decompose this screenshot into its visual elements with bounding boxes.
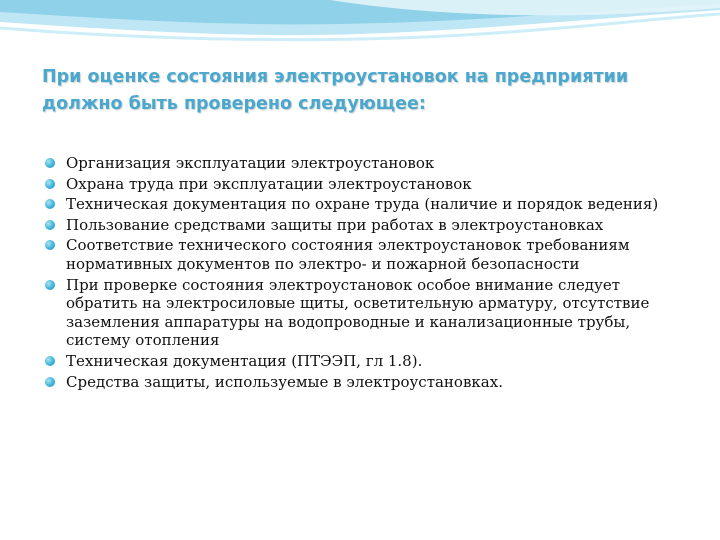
list-item — [44, 236, 694, 273]
bullet-icon — [45, 240, 55, 250]
slide-title-line: При оценке состояния электроустановок на предприятии — [42, 67, 629, 87]
header-wave-decoration — [0, 0, 720, 70]
list-item — [44, 352, 694, 371]
slide-title — [42, 64, 692, 118]
list-item — [44, 195, 694, 214]
list-item — [44, 216, 694, 235]
bullet-icon — [45, 356, 55, 366]
list-item-text: Средства защиты, используемые в электроустановках. — [66, 372, 503, 391]
bullet-icon — [45, 158, 55, 168]
list-item-text: Организация эксплуатации электроустановок — [66, 154, 435, 172]
list-item-text: При проверке состояния электроустановок особое внимание следует обратить на электросиловые щиты, осветительную арматуру, отсутствие заземления аппаратуры на водопроводные и канализационные трубы, систему отопления — [66, 275, 650, 350]
list-item — [44, 373, 694, 392]
bullet-icon — [45, 377, 55, 387]
list-item-text: Охрана труда при эксплуатации электроустановок — [66, 174, 472, 193]
list-item — [44, 276, 694, 350]
list-item-text: Техническая документация по охране труда (наличие и порядок ведения) — [66, 195, 659, 214]
bullet-icon — [45, 280, 55, 290]
list-item — [44, 175, 694, 194]
list-item-text: Соответствие технического состояния электроустановок требованиям нормативных документов по электро- и пожарной безопасности — [66, 236, 630, 273]
checklist — [44, 154, 694, 393]
list-item — [44, 154, 694, 173]
list-item-text: Техническая документация (ПТЭЭП, гл 1.8). — [66, 351, 423, 370]
bullet-icon — [45, 179, 55, 189]
slide-title-line: должно быть проверено следующее: — [42, 94, 426, 114]
bullet-icon — [45, 220, 55, 230]
list-item-text: Пользование средствами защиты при работах в электроустановках — [66, 215, 604, 234]
bullet-icon — [45, 199, 55, 209]
